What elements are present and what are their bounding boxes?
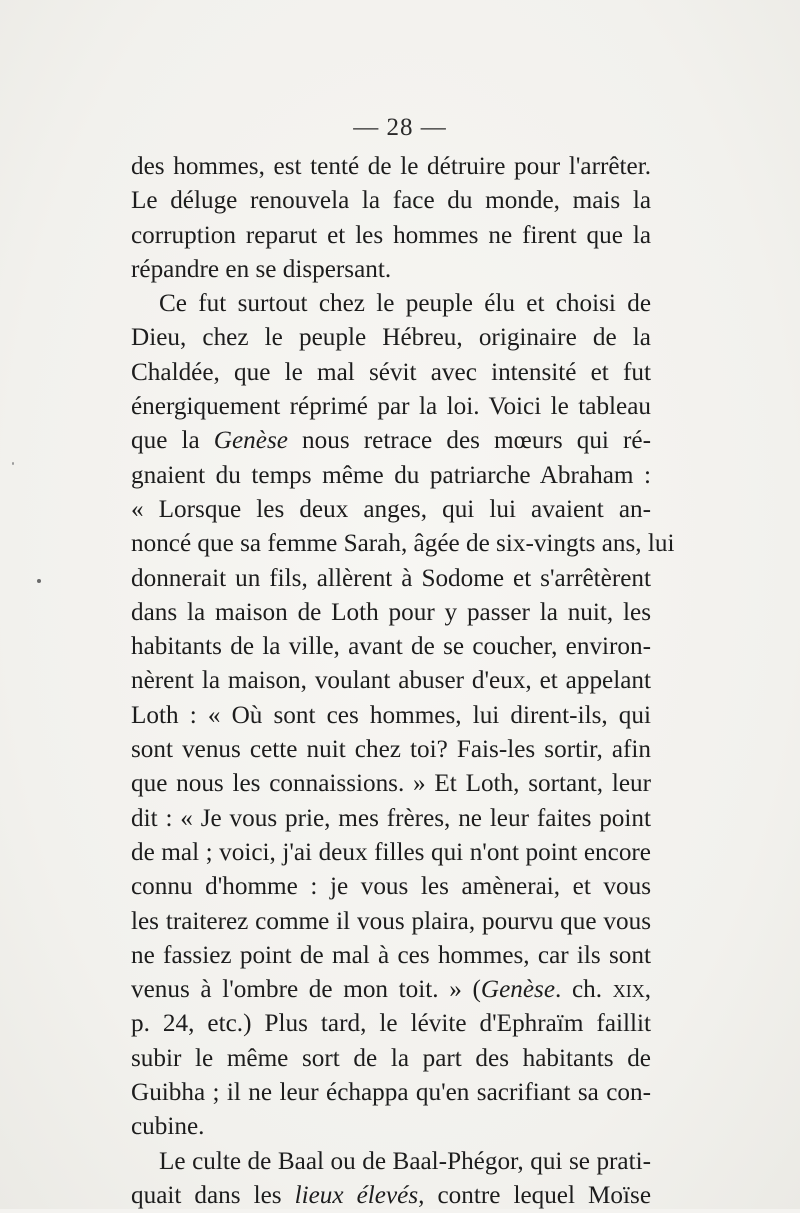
text-segment: cubine.: [131, 1113, 205, 1141]
text-line: [131, 287, 651, 321]
text-line: [131, 836, 651, 870]
text-segment: des hommes, est tenté de le détruire pour l'arrêter.: [131, 153, 651, 180]
text-line: [131, 939, 651, 973]
text-segment: Genèse: [480, 976, 555, 1004]
text-line: [131, 424, 651, 458]
text-segment: Le déluge renouvela la face du monde, mais la: [131, 187, 651, 215]
text-segment: sont venus cette nuit chez toi? Fais-les sortir, afin: [131, 736, 651, 764]
text-line: [131, 150, 651, 184]
text-line: [131, 699, 651, 733]
text-line: [131, 1145, 651, 1179]
text-line: [131, 1042, 651, 1076]
text-segment: Chaldée, que le mal sévit avec intensité et fut: [131, 358, 651, 386]
text-line: [131, 596, 651, 630]
text-line: [131, 219, 651, 253]
text-segment: Loth : « Où sont ces hommes, lui dirent-ils, qui: [131, 701, 651, 729]
text-segment: corruption reparut et les hommes ne firent que la: [131, 221, 651, 249]
text-segment: p. 24, etc.) Plus tard, le lévite d'Ephraïm faillit: [131, 1010, 651, 1038]
text-line: [131, 767, 651, 801]
text-line: [131, 905, 651, 939]
text-segment: venus à l'ombre de mon toit. » (: [131, 976, 481, 1004]
text-segment: Dieu, chez le peuple Hébreu, originaire de la: [131, 324, 651, 352]
paper-speck: [37, 579, 41, 583]
text-line: [131, 630, 651, 664]
text-line: [131, 802, 651, 836]
text-segment: xix: [612, 976, 645, 1004]
text-line: [131, 356, 651, 390]
text-segment: répandre en se dispersant.: [131, 255, 392, 283]
text-line: [131, 459, 651, 493]
text-line: [131, 253, 651, 287]
text-segment: subir le même sort de la part des habitants de: [131, 1044, 651, 1072]
text-segment: Guibha ; il ne leur échappa qu'en sacrifiant sa con-: [131, 1079, 651, 1107]
paper-speck: [12, 462, 14, 465]
text-segment: Ce fut surtout chez le peuple élu et choisi de: [159, 290, 651, 318]
text-segment: les traiterez comme il vous plaira, pourvu que vous: [131, 907, 651, 935]
text-segment: ne fassiez point de mal à ces hommes, car ils sont: [131, 941, 651, 969]
text-line: [131, 184, 651, 218]
text-line: [131, 390, 651, 424]
text-segment: nèrent la maison, voulant abuser d'eux, et appelant: [131, 667, 651, 695]
text-segment: quait dans les: [131, 1181, 295, 1209]
text-line: [131, 1076, 651, 1110]
text-line: [131, 870, 651, 904]
text-segment: dit : « Je vous prie, mes frères, ne leur faites point: [131, 804, 651, 832]
text-line: [131, 1179, 651, 1213]
text-line: [131, 527, 675, 561]
text-segment: contre lequel Moïse: [424, 1181, 651, 1209]
text-segment: « Lorsque les deux anges, qui lui avaient an-: [131, 495, 651, 523]
text-segment: nous retrace des mœurs qui ré-: [287, 427, 652, 455]
text-line: [131, 1110, 651, 1144]
text-segment: ,: [644, 976, 651, 1004]
text-segment: Genèse: [213, 427, 288, 455]
text-line: [131, 733, 651, 767]
text-segment: gnaient du temps même du patriarche Abraham :: [131, 461, 651, 489]
text-segment: dans la maison de Loth pour y passer la nuit, les: [131, 598, 651, 626]
text-segment: donnerait un fils, allèrent à Sodome et s'arrêtèrent: [131, 564, 651, 592]
text-segment: lieux élevés,: [294, 1181, 425, 1209]
text-segment: connu d'homme : je vous les amènerai, et vous: [131, 873, 651, 901]
text-segment: Le culte de Baal ou de Baal-Phégor, qui se prati-: [159, 1147, 651, 1175]
text-line: [131, 1007, 651, 1041]
page-number: — 28 —: [353, 114, 447, 141]
text-segment: de mal ; voici, j'ai deux filles qui n'ont point encore: [131, 838, 651, 866]
text-segment: que nous les connaissions. » Et Loth, sortant, leur: [131, 770, 651, 798]
text-segment: . ch.: [555, 976, 613, 1004]
text-line: [131, 664, 651, 698]
text-line: [131, 973, 651, 1007]
body-text: [131, 150, 675, 1213]
text-line: [131, 493, 651, 527]
text-line: [131, 321, 651, 355]
text-segment: énergiquement réprimé par la loi. Voici le tableau: [131, 393, 651, 421]
text-segment: que la: [131, 427, 214, 455]
text-segment: noncé que sa femme Sarah, âgée de six-vingts ans, lui: [131, 530, 675, 558]
text-segment: habitants de la ville, avant de se coucher, environ-: [131, 633, 651, 661]
text-line: [131, 562, 651, 596]
